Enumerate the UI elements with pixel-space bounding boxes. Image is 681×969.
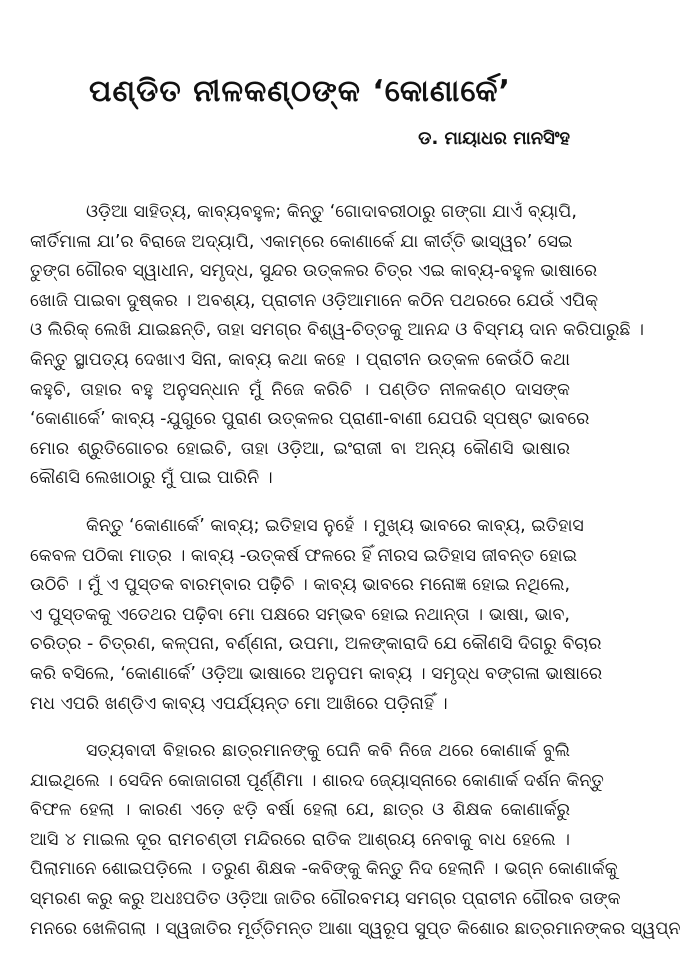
text-line: କହୁଚି, ତାହାର ବହୁ ଅନୁସନ୍ଧାନ ମୁଁ ନିଜେ କରିଚି । ପଣ୍ଡିତ ନୀଳକଣ୍ଠ ଦାସଙ୍କ: [30, 379, 570, 400]
text-line: କେବଳ ପଠିକା ମାତ୍ର । କାବ୍ୟ -ଉତ୍କର୍ଷ ଫଳରେ ହିଁ ନୀରସ ଇତିହାସ ଜୀବନ୍ତ ହୋଇ: [30, 545, 578, 566]
text-line: ଏ ପୁସ୍ତକକୁ ଏତେଥର ପଢ଼ିବା ମୋ ପକ୍ଷରେ ସମ୍ଭବ ହୋଇ ନଥାନ୍ତା । ଭାଷା, ଭାବ,: [30, 604, 570, 625]
text-line: ଉଠିଚି । ମୁଁ ଏ ପୁସ୍ତକ ବାରମ୍ବାର ପଢ଼ିଚି । କାବ୍ୟ ଭାବରେ ମନୋଜ୍ଞ ହୋଇ ନଥିଲେ,: [30, 575, 571, 596]
page-title: ପଣ୍ଡିତ ନୀଳକଣ୍ଠଙ୍କ ‘କୋଣାର୍କେ’: [89, 74, 511, 109]
text-line: ବିଫଳ ହେଲା । କାରଣ ଏଡ଼େ ଝଡ଼ି ବର୍ଷା ହେଲା ଯେ, ଛାତ୍ର ଓ ଶିକ୍ଷକ କୋଣାର୍କରୁ: [30, 800, 570, 821]
author-name: ଡ. ମାୟାଧର ମାନସିଂହ: [418, 128, 570, 149]
text-line: ମନରେ ଖେଳିଗଲା । ସ୍ୱଜାତିର ମୂର୍ତ୍ତିମନ୍ତ ଆଶା ସ୍ୱରୂପ ସୁପ୍ତ କିଶୋର ଛାତ୍ରମାନଙ୍କର ସ୍ୱପ୍ନ: [30, 918, 681, 939]
text-line: ମୋର ଶ୍ରୁତିଗୋଚର ହୋଇଚି, ତାହା ଓଡ଼ିଆ, ଇଂରାଜୀ ବା ଅନ୍ୟ କୌଣସି ଭାଷାର: [30, 438, 570, 459]
article-body: [30, 198, 681, 962]
text-line: ଯାଇଥିଲେ । ସେଦିନ କୋଜାଗରୀ ପୂର୍ଣ୍ଣିମା । ଶାରଦ ଜ୍ୟୋସ୍ନାରେ କୋଣାର୍କ ଦର୍ଶନ କିନ୍ତୁ: [30, 770, 604, 791]
text-line: ଓ ଲିରିକ୍ ଲେଖି ଯାଇଛନ୍ତି, ତାହା ସମଗ୍ର ବିଶ୍ୱ-ଚିତ୍ତକୁ ଆନନ୍ଦ ଓ ବିସ୍ମୟ ଦାନ କରିପାରୁଛି ।: [30, 320, 645, 341]
text-line: କିନ୍ତୁ ସ୍ଥାପତ୍ୟ ଦେଖାଏ ସିନା, କାବ୍ୟ କଥା କହେ । ପ୍ରାଚୀନ ଉତ୍କଳ କେଉଁଠି କଥା: [30, 349, 570, 370]
text-line: ତୁଙ୍ଗ ଗୌରବ ସ୍ୱାଧୀନ, ସମୃଦ୍ଧ, ସୁନ୍ଦର ଉତ୍କଳର ଚିତ୍ର ଏଇ କାବ୍ୟ-ବହୁଳ ଭାଷାରେ: [30, 261, 598, 282]
text-line: ‘କୋଣାର୍କେ’ କାବ୍ୟ -ଯୁଗୁରେ ପୁରାଣ ଉତ୍କଳର ପ୍ରାଣୀ-ବାଣୀ ଯେପରି ସ୍ପଷ୍ଟ ଭାବରେ: [30, 409, 590, 430]
text-line: ଖୋଜି ପାଇବା ଦୁଷ୍କର । ଅବଶ୍ୟ, ପ୍ରାଚୀନ ଓଡ଼ିଆମାନେ କଠିନ ପଥରରେ ଯେଉଁ ଏପିକ୍: [30, 290, 599, 311]
text-line: ମଧ ଏପରି ଖଣ୍ଡିଏ କାବ୍ୟ ଏପର୍ଯ୍ୟନ୍ତ ମୋ ଆଖିରେ ପଡ଼ିନାହିଁ ।: [30, 693, 448, 714]
text-line: କରି ବସିଲେ, ‘କୋଣାର୍କେ’ ଓଡ଼ିଆ ଭାଷାରେ ଅନୁପମ କାବ୍ୟ । ସମୃଦ୍ଧ ବଙ୍ଗଳା ଭାଷାରେ: [30, 663, 603, 684]
text-line: ଆସି ୪ ମାଇଲ ଦୂର ରାମଚଣ୍ଡୀ ମନ୍ଦିରରେ ରାତିକ ଆଶ୍ରୟ ନେବାକୁ ବାଧ ହେଲେ ।: [30, 829, 570, 850]
text-line: କୀର୍ତିମାଳା ଯା’ର ବିରାଜେ ଅଦ୍ୟାପି, ଏକାମ୍ରେ କୋଣାର୍କେ ଯା କୀର୍ତ୍ତି ଭାସ୍ୱର’ ସେଇ: [30, 231, 573, 252]
paragraph-2: [30, 512, 603, 719]
text-line: ସତ୍ୟବାଦୀ ବିହାରର ଛାତ୍ରମାନଙ୍କୁ ଘେନି କବି ନିଜେ ଥରେ କୋଣାର୍କ ବୁଲି: [86, 741, 570, 762]
paragraph-1: [30, 198, 645, 494]
text-line: କୌଣସି ଲେଖାଠାରୁ ମୁଁ ପାଇ ପାରିନି ।: [30, 468, 273, 489]
text-line: ଚରିତ୍ର - ଚିତ୍ରଣ, କଳ୍ପନା, ବର୍ଣ୍ଣନା, ଉପମା, ଅଳଙ୍କାରାଦି ଯେ କୌଣସି ଦିଗରୁ ବିଚାର: [30, 634, 602, 655]
text-line: କିନ୍ତୁ ‘କୋଣାର୍କେ’ କାବ୍ୟ; ଇତିହାସ ନୁହେଁ । ମୁଖ୍ୟ ଭାବରେ କାବ୍ୟ, ଇତିହାସ: [86, 515, 584, 536]
text-line: ପିଲାମାନେ ଶୋଇପଡ଼ିଲେ । ତରୁଣ ଶିକ୍ଷକ -କବିଙ୍କୁ କିନ୍ତୁ ନିଦ ହେଲାନି । ଭଗ୍ନ କୋଣାର୍କକୁ: [30, 859, 618, 880]
text-line: ସ୍ମରଣ କରୁ କରୁ ଅଧଃପତିତ ଓଡ଼ିଆ ଜାତିର ଗୌରବମୟ ସମଗ୍ର ପ୍ରାଚୀନ ଗୌରବ ତାଙ୍କ: [30, 889, 621, 910]
text-line: ଓଡ଼ିଆ ସାହିତ୍ୟ, କାବ୍ୟବହୁଳ; କିନ୍ତୁ ‘ଗୋଦାବରୀଠାରୁ ଗଙ୍ଗା ଯାଏଁ ବ୍ୟାପି,: [86, 202, 577, 222]
paragraph-3: [30, 737, 681, 944]
